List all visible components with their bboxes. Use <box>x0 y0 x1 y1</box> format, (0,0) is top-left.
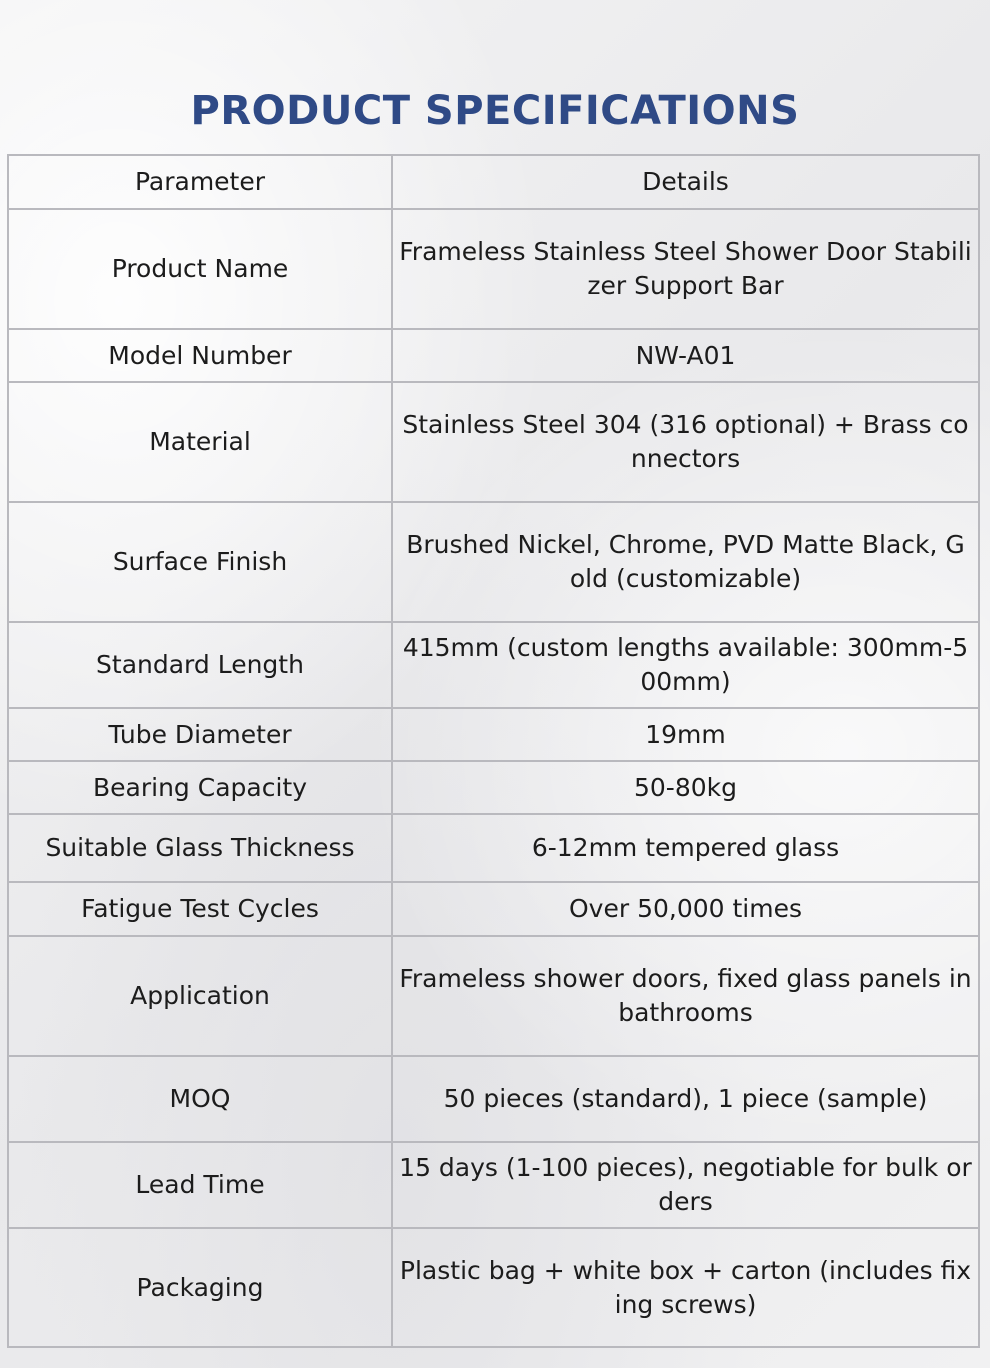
row-parameter: Lead Time <box>8 1142 392 1228</box>
row-parameter: Surface Finish <box>8 502 392 622</box>
row-parameter: Fatigue Test Cycles <box>8 882 392 936</box>
row-parameter: MOQ <box>8 1056 392 1142</box>
table-row <box>8 814 979 882</box>
table-header-row <box>8 155 979 209</box>
row-parameter: Bearing Capacity <box>8 761 392 814</box>
row-details: 415mm (custom lengths available: 300mm-500mm) <box>392 622 979 708</box>
header-parameter: Parameter <box>8 155 392 209</box>
row-details: 50-80kg <box>392 761 979 814</box>
table-row <box>8 936 979 1056</box>
header-details: Details <box>392 155 979 209</box>
table-row <box>8 882 979 936</box>
row-details: 6-12mm tempered glass <box>392 814 979 882</box>
page-title: PRODUCT SPECIFICATIONS <box>190 88 800 134</box>
row-details: 15 days (1-100 pieces), negotiable for bulk orders <box>392 1142 979 1228</box>
row-parameter: Product Name <box>8 209 392 329</box>
table-row <box>8 209 979 329</box>
row-parameter: Material <box>8 382 392 502</box>
row-parameter: Packaging <box>8 1228 392 1347</box>
row-parameter: Application <box>8 936 392 1056</box>
row-parameter: Tube Diameter <box>8 708 392 761</box>
table-row <box>8 329 979 382</box>
row-parameter: Standard Length <box>8 622 392 708</box>
table-row <box>8 502 979 622</box>
row-details: Plastic bag + white box + carton (includes fixing screws) <box>392 1228 979 1347</box>
row-details: Stainless Steel 304 (316 optional) + Brass connectors <box>392 382 979 502</box>
row-parameter: Model Number <box>8 329 392 382</box>
table-row <box>8 622 979 708</box>
row-details: 50 pieces (standard), 1 piece (sample) <box>392 1056 979 1142</box>
row-parameter: Suitable Glass Thickness <box>8 814 392 882</box>
row-details: 19mm <box>392 708 979 761</box>
row-details: Frameless Stainless Steel Shower Door Stabilizer Support Bar <box>392 209 979 329</box>
row-details: Over 50,000 times <box>392 882 979 936</box>
row-details: NW-A01 <box>392 329 979 382</box>
specifications-table <box>7 154 980 1348</box>
table-row <box>8 761 979 814</box>
row-details: Brushed Nickel, Chrome, PVD Matte Black, Gold (customizable) <box>392 502 979 622</box>
row-details: Frameless shower doors, fixed glass panels in bathrooms <box>392 936 979 1056</box>
table-row <box>8 1228 979 1347</box>
table-row <box>8 382 979 502</box>
table-row <box>8 1142 979 1228</box>
table-row <box>8 1056 979 1142</box>
table-row <box>8 708 979 761</box>
